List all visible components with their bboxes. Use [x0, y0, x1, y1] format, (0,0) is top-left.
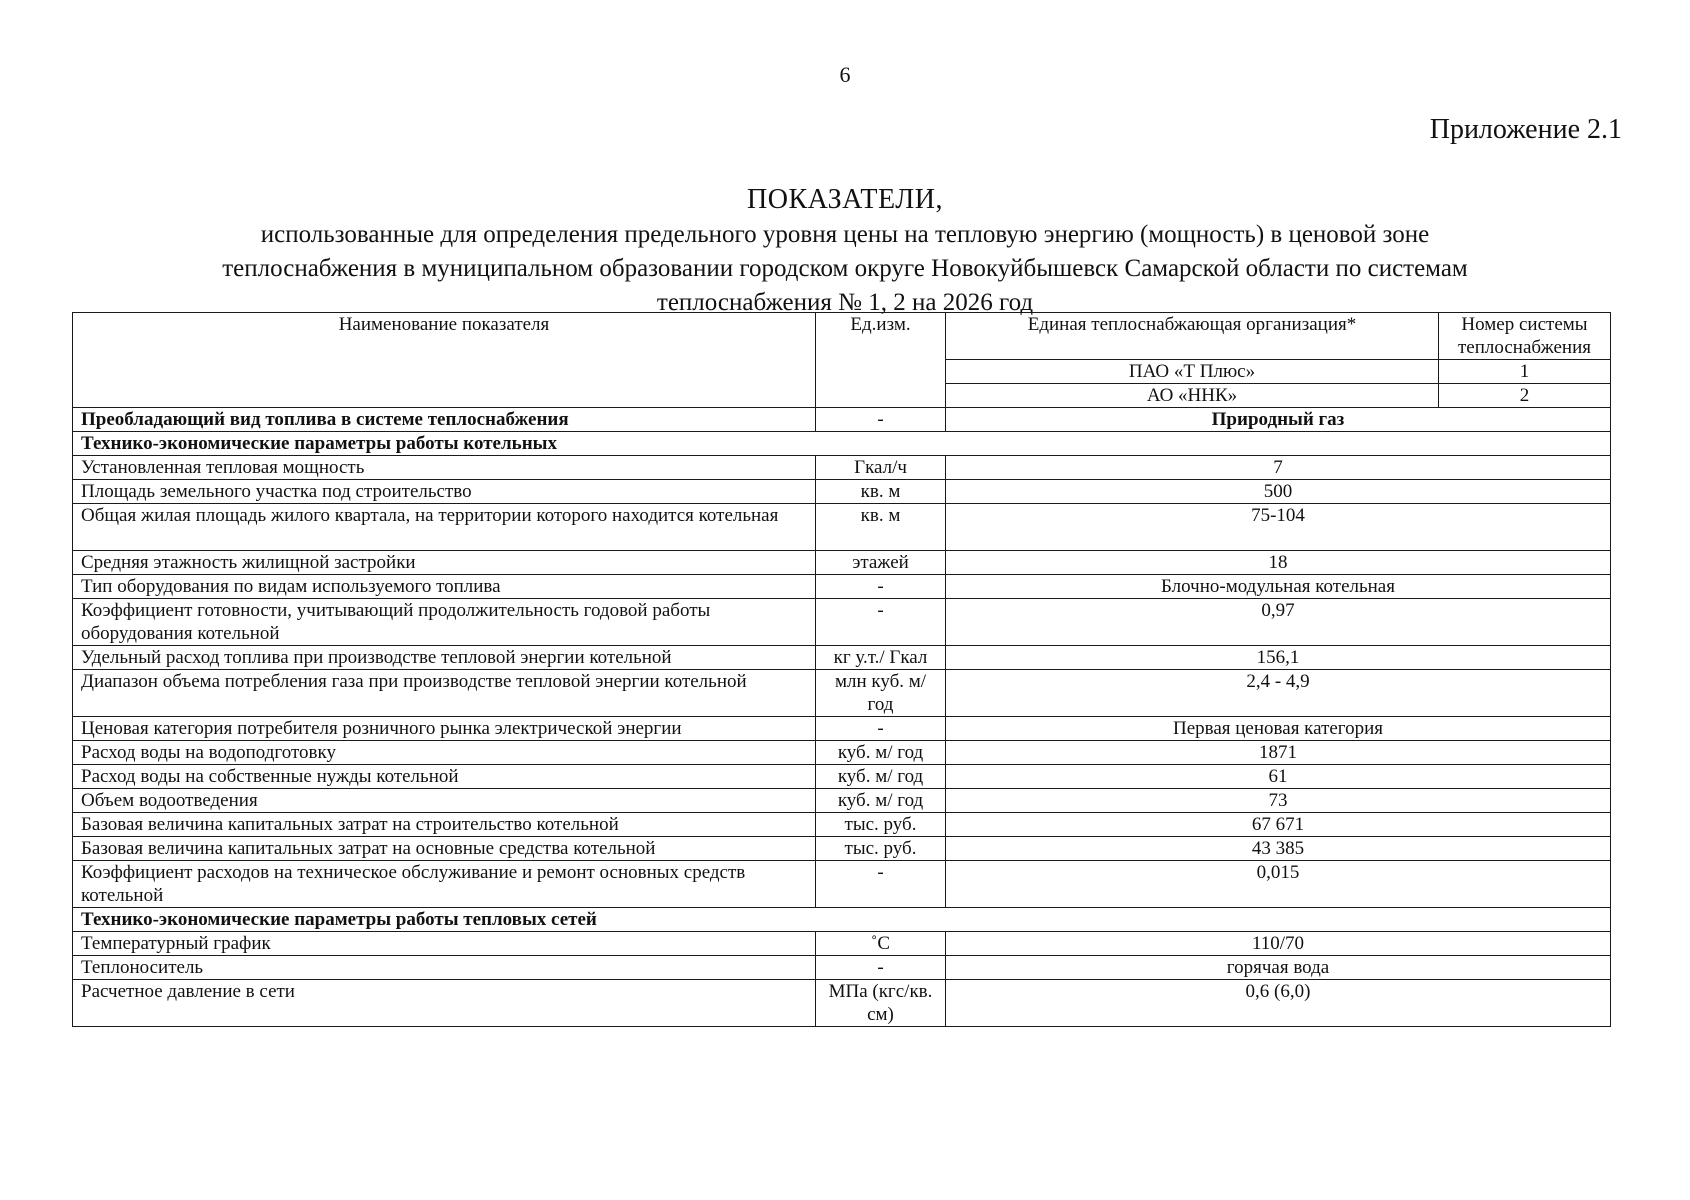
row-name: Расход воды на водоподготовку: [73, 741, 816, 765]
row-name: Базовая величина капитальных затрат на основные средства котельной: [73, 837, 816, 861]
row-unit: тыс. руб.: [816, 837, 946, 861]
row-name: Температурный график: [73, 932, 816, 956]
row-value: 18: [946, 551, 1611, 575]
subtitle-line: теплоснабжения в муниципальном образовании городском округе Новокуйбышевск Самарской области по системам: [222, 255, 1468, 282]
row-value: 61: [946, 765, 1611, 789]
row-unit: кг у.т./ Гкал: [816, 646, 946, 670]
row-value: 75-104: [946, 504, 1611, 551]
row-name: Преобладающий вид топлива в системе теплоснабжения: [73, 408, 816, 432]
row-value: 2,4 - 4,9: [946, 670, 1611, 717]
table-row: [73, 980, 1611, 1027]
row-unit: кв. м: [816, 480, 946, 504]
row-unit: млн куб. м/год: [816, 670, 946, 717]
row-value: 0,97: [946, 599, 1611, 646]
row-unit: -: [816, 861, 946, 908]
row-value: 1871: [946, 741, 1611, 765]
row-value: 67 671: [946, 813, 1611, 837]
header-org: Единая теплоснабжающая организация*: [946, 313, 1439, 360]
table-row: [73, 599, 1611, 646]
fuel-row: [73, 408, 1611, 432]
appendix-label: Приложение 2.1: [1429, 114, 1622, 145]
row-unit: кв. м: [816, 504, 946, 551]
org-name: ПАО «Т Плюс»: [946, 360, 1439, 384]
header-system: Номер системы теплоснабжения: [1439, 313, 1611, 360]
table-row: [73, 480, 1611, 504]
table-row: [73, 789, 1611, 813]
org-system-number: 2: [1439, 384, 1611, 408]
row-name: Расчетное давление в сети: [73, 980, 816, 1027]
page-number: 6: [839, 62, 851, 87]
table-row: [73, 956, 1611, 980]
table-row: [73, 456, 1611, 480]
row-name: Базовая величина капитальных затрат на строительство котельной: [73, 813, 816, 837]
table-row: [73, 551, 1611, 575]
row-name: Теплоноситель: [73, 956, 816, 980]
row-value: горячая вода: [946, 956, 1611, 980]
section-boilers-title: Технико-экономические параметры работы котельных: [73, 432, 1611, 456]
row-name: Ценовая категория потребителя розничного рынка электрической энергии: [73, 717, 816, 741]
row-value: 43 385: [946, 837, 1611, 861]
row-value: Первая ценовая категория: [946, 717, 1611, 741]
indicators-table: [72, 312, 1611, 1027]
row-name: Общая жилая площадь жилого квартала, на территории которого находится котельная: [73, 504, 816, 551]
table-row: [73, 646, 1611, 670]
table-row: [73, 741, 1611, 765]
org-name: АО «ННК»: [946, 384, 1439, 408]
table-row: [73, 932, 1611, 956]
document-subtitle: [100, 218, 1590, 320]
row-value: 110/70: [946, 932, 1611, 956]
row-value: 0,015: [946, 861, 1611, 908]
row-unit: МПа (кгс/кв. см): [816, 980, 946, 1027]
section-row: [73, 908, 1611, 932]
row-name: Средняя этажность жилищной застройки: [73, 551, 816, 575]
document-title: ПОКАЗАТЕЛИ,: [747, 184, 943, 215]
row-value: 73: [946, 789, 1611, 813]
row-value: 7: [946, 456, 1611, 480]
row-value: Природный газ: [946, 408, 1611, 432]
row-unit: -: [816, 956, 946, 980]
table-row: [73, 670, 1611, 717]
table-row: [73, 575, 1611, 599]
subtitle-line: использованные для определения предельного уровня цены на тепловую энергию (мощность) в ценовой зоне: [260, 221, 1430, 248]
row-name: Объем водоотведения: [73, 789, 816, 813]
row-unit: -: [816, 408, 946, 432]
org-system-number: 1: [1439, 360, 1611, 384]
row-name: Коэффициент расходов на техническое обслуживание и ремонт основных средств котельной: [73, 861, 816, 908]
row-value: 500: [946, 480, 1611, 504]
table-row: [73, 504, 1611, 551]
row-unit: куб. м/ год: [816, 741, 946, 765]
row-unit: -: [816, 717, 946, 741]
table-row: [73, 765, 1611, 789]
row-value: 0,6 (6,0): [946, 980, 1611, 1027]
row-name: Расход воды на собственные нужды котельной: [73, 765, 816, 789]
row-unit: тыс. руб.: [816, 813, 946, 837]
table-row: [73, 837, 1611, 861]
table-header-row: [73, 313, 1611, 360]
row-unit: этажей: [816, 551, 946, 575]
row-name: Установленная тепловая мощность: [73, 456, 816, 480]
row-value: Блочно-модульная котельная: [946, 575, 1611, 599]
row-name: Тип оборудования по видам используемого топлива: [73, 575, 816, 599]
table-row: [73, 861, 1611, 908]
row-unit: куб. м/ год: [816, 789, 946, 813]
table-row: [73, 717, 1611, 741]
row-name: Коэффициент готовности, учитывающий продолжительность годовой работы оборудования котельной: [73, 599, 816, 646]
row-name: Площадь земельного участка под строительство: [73, 480, 816, 504]
row-unit: ˚С: [816, 932, 946, 956]
row-value: 156,1: [946, 646, 1611, 670]
row-unit: Гкал/ч: [816, 456, 946, 480]
header-unit: Ед.изм.: [816, 313, 946, 408]
subtitle-line: теплоснабжения № 1, 2 на 2026 год: [656, 289, 1034, 316]
row-unit: -: [816, 575, 946, 599]
table-row: [73, 813, 1611, 837]
section-networks-title: Технико-экономические параметры работы тепловых сетей: [73, 908, 1611, 932]
section-row: [73, 432, 1611, 456]
row-name: Удельный расход топлива при производстве тепловой энергии котельной: [73, 646, 816, 670]
row-name: Диапазон объема потребления газа при производстве тепловой энергии котельной: [73, 670, 816, 717]
header-name: Наименование показателя: [73, 313, 816, 408]
row-unit: куб. м/ год: [816, 765, 946, 789]
row-unit: -: [816, 599, 946, 646]
